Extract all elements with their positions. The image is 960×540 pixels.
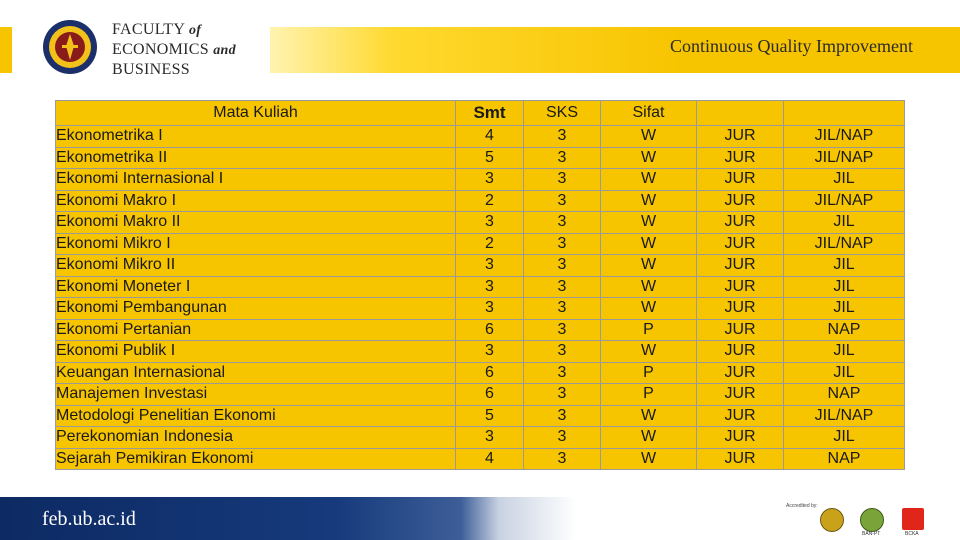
header-jur [697,101,784,126]
cell-name: Metodologi Penelitian Ekonomi [56,405,456,427]
cell-name: Manajemen Investasi [56,384,456,406]
cell-sks: 3 [524,384,601,406]
header-sifat: Sifat [601,101,697,126]
cell-sks: 3 [524,255,601,277]
cell-sifat: W [601,405,697,427]
table-header-row [56,101,905,126]
table-row [56,448,905,470]
cell-smt: 5 [456,405,524,427]
cell-sifat: W [601,190,697,212]
cell-jur: JUR [697,362,784,384]
cell-sks: 3 [524,298,601,320]
cell-smt: 5 [456,147,524,169]
faculty-line-3: BUSINESS [112,61,190,78]
cell-sifat: W [601,169,697,191]
table-row [56,298,905,320]
cell-jur: JUR [697,255,784,277]
table-row [56,319,905,341]
cell-name: Ekonomi Mikro II [56,255,456,277]
cell-lab: JIL/NAP [784,147,905,169]
cell-name: Perekonomian Indonesia [56,427,456,449]
cell-jur: JUR [697,169,784,191]
cell-name: Sejarah Pemikiran Ekonomi [56,448,456,470]
cell-sifat: W [601,341,697,363]
bcka-label: BCKA [905,531,919,537]
cell-name: Ekonomi Pembangunan [56,298,456,320]
ban-pt-icon [860,508,884,532]
table-row [56,169,905,191]
cell-sks: 3 [524,147,601,169]
table-row [56,147,905,169]
cell-sifat: P [601,362,697,384]
cell-lab: NAP [784,448,905,470]
cell-jur: JUR [697,298,784,320]
cell-lab: NAP [784,384,905,406]
cell-sifat: W [601,233,697,255]
cell-sks: 3 [524,212,601,234]
cell-jur: JUR [697,276,784,298]
footer-url[interactable]: feb.ub.ac.id [42,508,136,530]
cell-sks: 3 [524,405,601,427]
faculty-wordmark [112,20,236,79]
cell-sifat: W [601,126,697,148]
cell-lab: JIL/NAP [784,126,905,148]
cell-lab: JIL [784,212,905,234]
faculty-and: and [213,43,236,58]
cell-sifat: W [601,448,697,470]
cell-name: Ekonomi Moneter I [56,276,456,298]
cell-lab: JIL/NAP [784,405,905,427]
cell-name: Ekonomi Mikro I [56,233,456,255]
cell-smt: 3 [456,255,524,277]
cell-smt: 6 [456,319,524,341]
cell-name: Ekonomi Internasional I [56,169,456,191]
accreditation-label: Accredited by: [786,503,818,509]
cell-lab: JIL [784,298,905,320]
cell-smt: 2 [456,190,524,212]
cell-lab: JIL [784,427,905,449]
cell-sifat: W [601,147,697,169]
cell-smt: 2 [456,233,524,255]
cell-smt: 3 [456,427,524,449]
ban-pt-label: BAN-PT [862,531,881,537]
cell-name: Keuangan Internasional [56,362,456,384]
cell-lab: JIL [784,276,905,298]
cell-name: Ekonomi Makro I [56,190,456,212]
table-row [56,233,905,255]
cell-name: Ekonomi Publik I [56,341,456,363]
cell-sifat: P [601,319,697,341]
faculty-line-2: ECONOMICS [112,41,209,58]
cell-jur: JUR [697,147,784,169]
cell-name: Ekonometrika I [56,126,456,148]
accreditation-seal-icon [820,508,844,532]
table-row [56,212,905,234]
cell-smt: 3 [456,341,524,363]
cell-lab: JIL [784,341,905,363]
page-title: Continuous Quality Improvement [670,36,913,56]
cell-sks: 3 [524,169,601,191]
cell-jur: JUR [697,448,784,470]
cell-sifat: W [601,276,697,298]
cell-smt: 3 [456,298,524,320]
cell-lab: JIL/NAP [784,190,905,212]
cell-jur: JUR [697,126,784,148]
cell-sks: 3 [524,341,601,363]
table-row [56,427,905,449]
cell-sifat: W [601,255,697,277]
faculty-of: of [188,23,202,38]
table-row [56,190,905,212]
cell-sifat: P [601,384,697,406]
table-row [56,384,905,406]
cell-lab: JIL [784,362,905,384]
cell-lab: NAP [784,319,905,341]
cell-lab: JIL [784,169,905,191]
header-sks: SKS [524,101,601,126]
cell-name: Ekonometrika II [56,147,456,169]
header-mata-kuliah: Mata Kuliah [56,101,456,126]
cell-lab: JIL [784,255,905,277]
cell-sks: 3 [524,233,601,255]
table-row [56,255,905,277]
faculty-line-1: FACULTY [112,21,185,38]
cell-jur: JUR [697,384,784,406]
table-row [56,362,905,384]
cell-sifat: W [601,212,697,234]
cell-sks: 3 [524,126,601,148]
cell-sks: 3 [524,427,601,449]
cell-name: Ekonomi Pertanian [56,319,456,341]
cell-lab: JIL/NAP [784,233,905,255]
cell-smt: 3 [456,276,524,298]
header-lab [784,101,905,126]
cell-sks: 3 [524,362,601,384]
table-row [56,405,905,427]
table-row [56,276,905,298]
cell-jur: JUR [697,427,784,449]
cell-jur: JUR [697,405,784,427]
cell-sks: 3 [524,319,601,341]
cell-jur: JUR [697,341,784,363]
cell-sifat: W [601,298,697,320]
cell-smt: 3 [456,169,524,191]
cell-sifat: W [601,427,697,449]
table-row [56,126,905,148]
cell-smt: 4 [456,126,524,148]
university-seal-icon [40,18,100,76]
cell-smt: 6 [456,362,524,384]
cell-smt: 3 [456,212,524,234]
cell-smt: 6 [456,384,524,406]
cell-sks: 3 [524,448,601,470]
course-table [55,100,905,470]
cell-jur: JUR [697,233,784,255]
bcka-icon [902,508,924,530]
cell-jur: JUR [697,319,784,341]
table-row [56,341,905,363]
cell-smt: 4 [456,448,524,470]
header-left-stripe [0,27,12,73]
cell-sks: 3 [524,190,601,212]
cell-name: Ekonomi Makro II [56,212,456,234]
cell-sks: 3 [524,276,601,298]
cell-jur: JUR [697,190,784,212]
header-smt: Smt [456,101,524,126]
cell-jur: JUR [697,212,784,234]
